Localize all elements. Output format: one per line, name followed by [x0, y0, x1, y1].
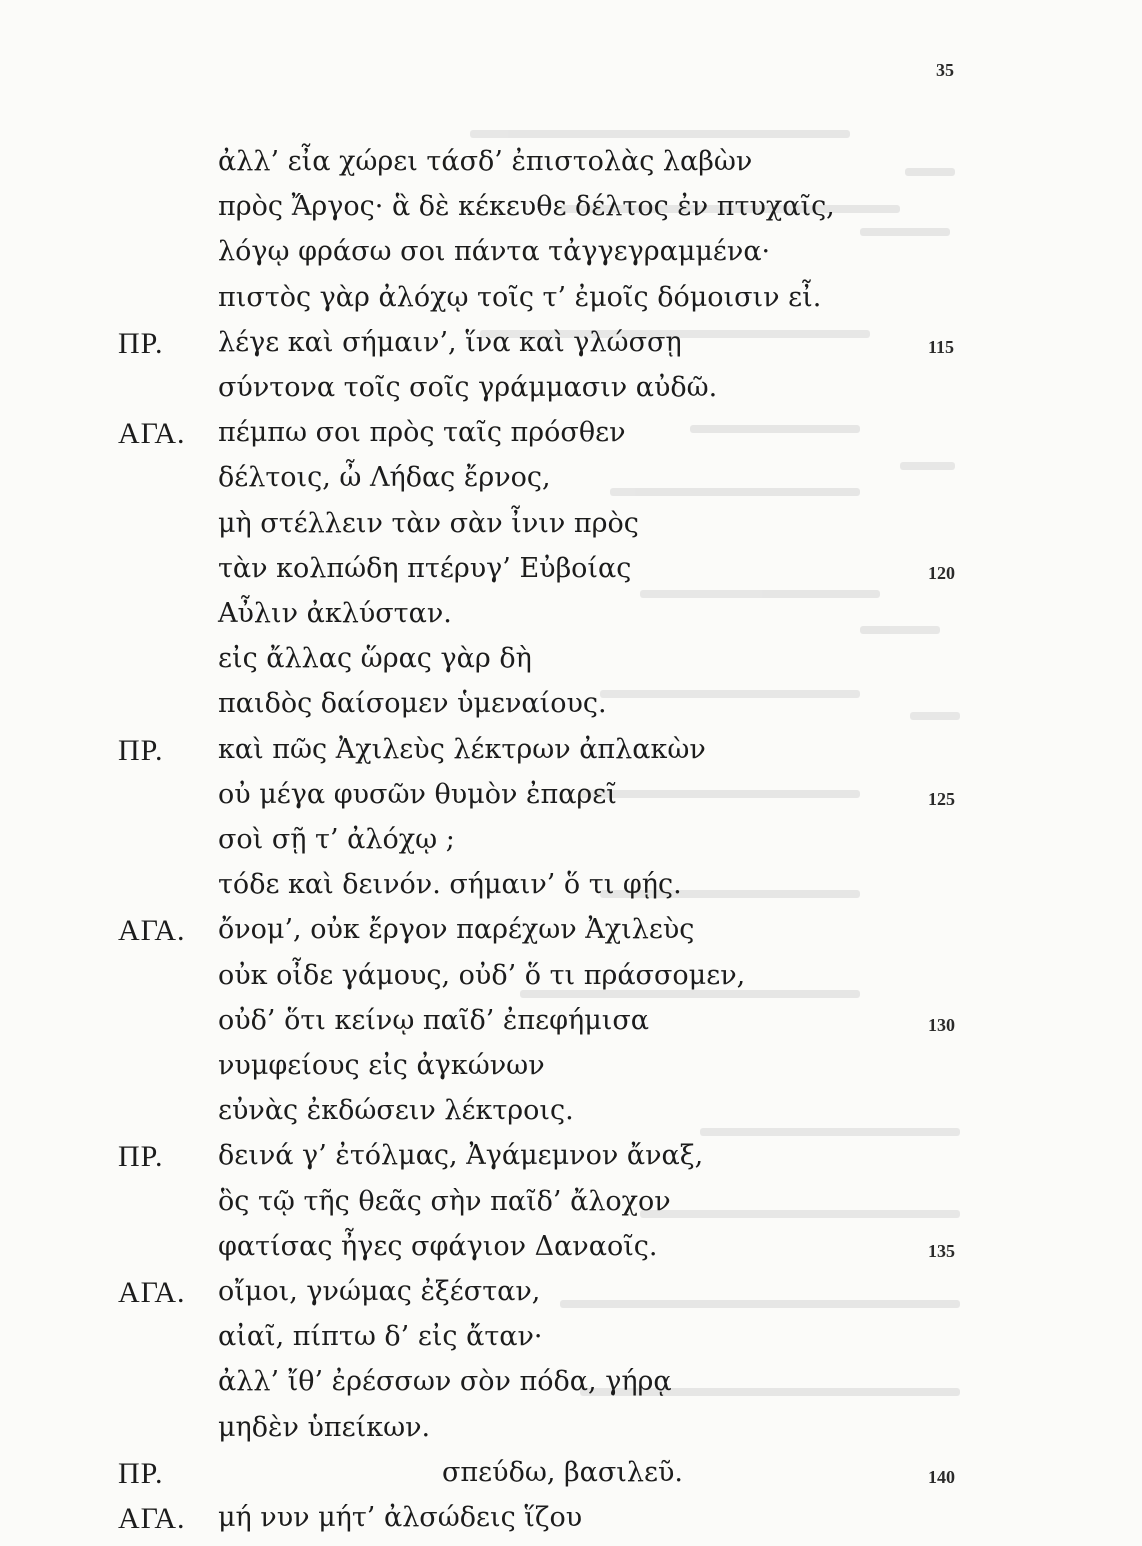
verse-line [0, 553, 1142, 597]
verse-text: τόδε καὶ δεινόν. σήμαιν’ ὅ τι φῄς. [218, 869, 682, 901]
verse-text: μὴ στέλλειν τὰν σὰν ἶνιν πρὸς [218, 507, 639, 539]
verse-text: οἴμοι, γνώμας ἐξέσταν, [218, 1276, 541, 1307]
speaker-label: ΑΓΑ. [118, 1502, 186, 1535]
verse-line [0, 734, 1142, 778]
verse-text: νυμφείους εἰς ἀγκώνων [218, 1050, 545, 1081]
verse-line [0, 372, 1142, 416]
verse-line [0, 598, 1142, 642]
speaker-label: ΑΓΑ. [118, 417, 186, 451]
verse-line [0, 1412, 1142, 1456]
line-number: 125 [928, 788, 955, 809]
verse-line [0, 1095, 1142, 1139]
verse-text: ὄνομ’, οὐκ ἔργον παρέχων Ἀχιλεὺς [218, 914, 695, 946]
verse-line [0, 1231, 1142, 1275]
verse-text: ὃς τῷ τῆς θεᾶς σὴν παῖδ’ ἄλοχον [218, 1185, 671, 1217]
verse-text: οὐδ’ ὅτι κείνῳ παῖδ’ ἐπεφήμισα [218, 1004, 649, 1036]
verse-text: μή νυν μήτ’ ἀλσώδεις ἵζου [218, 1502, 583, 1533]
line-number: 135 [928, 1240, 955, 1261]
verse-line [0, 1276, 1142, 1320]
verse-text: λόγῳ φράσω σοι πάντα τἀγγεγραμμένα· [218, 236, 771, 268]
verse-line [0, 1005, 1142, 1049]
verse-line [0, 1457, 1142, 1501]
line-number: 140 [928, 1466, 955, 1487]
verse-text: οὐ μέγα φυσῶν θυμὸν ἐπαρεῖ [218, 778, 617, 810]
verse-line [0, 146, 1142, 190]
verse-line [0, 462, 1142, 506]
verse-text: πρὸς Ἄργος· ἃ δὲ κέκευθε δέλτος ἐν πτυχαῖς, [218, 191, 835, 223]
verse-line [0, 191, 1142, 235]
verse-text: δέλτοις, ὦ Λήδας ἔρνος, [218, 462, 551, 494]
verse-text: οὐκ οἶδε γάμους, οὐδ’ ὅ τι πράσσομεν, [218, 959, 746, 991]
speaker-label: ΠΡ. [118, 733, 164, 767]
page-number: 35 [936, 60, 954, 80]
verse-text: Αὖλιν ἀκλύσταν. [218, 598, 452, 629]
verse-text: λέγε καὶ σήμαιν’, ἵνα καὶ γλώσσῃ [218, 326, 682, 358]
verse-text: δεινά γ’ ἐτόλμας, Ἀγάμεμνον ἄναξ, [218, 1140, 704, 1172]
speaker-label: ΠΡ. [118, 1456, 164, 1490]
verse-line [0, 643, 1142, 687]
verse-text: ἀλλ’ ἴθ’ ἐρέσσων σὸν πόδα, γήρᾳ [218, 1366, 672, 1398]
verse-line [0, 824, 1142, 868]
speaker-label: ΑΓΑ. [118, 1276, 186, 1309]
verse-line [0, 779, 1142, 823]
verse-text: μηδὲν ὑπείκων. [218, 1411, 431, 1443]
verse-text: πιστὸς γὰρ ἀλόχῳ τοῖς τ’ ἐμοῖς δόμοισιν εἶ. [218, 281, 822, 313]
verse-text: εἰς ἄλλας ὥρας γὰρ δὴ [218, 643, 532, 675]
verse-line [0, 508, 1142, 552]
verse-line [0, 1321, 1142, 1365]
verse-line [0, 1366, 1142, 1410]
verse-line [0, 1140, 1142, 1184]
verse-text: τὰν κολπώδη πτέρυγ’ Εὐβοίας [218, 552, 632, 584]
verse-text: σπεύδω, βασιλεῦ. [442, 1456, 683, 1488]
verse-line [0, 960, 1142, 1004]
verse-text: αἰαῖ, πίπτω δ’ εἰς ἄταν· [218, 1321, 543, 1353]
line-number: 120 [928, 562, 955, 583]
speaker-label: ΑΓΑ. [118, 914, 186, 948]
verse-line [0, 869, 1142, 913]
verse-line [0, 327, 1142, 371]
verse-line [0, 1502, 1142, 1546]
verse-line [0, 417, 1142, 461]
verse-text: καὶ πῶς Ἀχιλεὺς λέκτρων ἀπλακὼν [218, 733, 706, 765]
verse-line [0, 1050, 1142, 1094]
verse-text: σύντονα τοῖς σοῖς γράμμασιν αὐδῶ. [218, 372, 718, 403]
speaker-label: ΠΡ. [118, 326, 164, 360]
verse-line [0, 282, 1142, 326]
verse-text: σοὶ σῇ τ’ ἀλόχῳ ; [218, 824, 455, 855]
verse-text: πέμπω σοι πρὸς ταῖς πρόσθεν [218, 417, 626, 449]
verse-text: παιδὸς δαίσομεν ὑμεναίους. [218, 688, 607, 720]
verse-line [0, 688, 1142, 732]
verse-text: ἀλλ’ εἶα χώρει τάσδ’ ἐπιστολὰς λαβὼν [218, 146, 753, 177]
speaker-label: ΠΡ. [118, 1140, 164, 1174]
line-number: 115 [928, 336, 955, 357]
verse-line [0, 236, 1142, 280]
verse-text: εὐνὰς ἐκδώσειν λέκτροις. [218, 1095, 574, 1127]
line-number: 130 [928, 1014, 955, 1035]
verse-line [0, 1186, 1142, 1230]
verse-line [0, 914, 1142, 958]
verse-text: φατίσας ἦγες σφάγιον Δαναοῖς. [218, 1230, 658, 1262]
